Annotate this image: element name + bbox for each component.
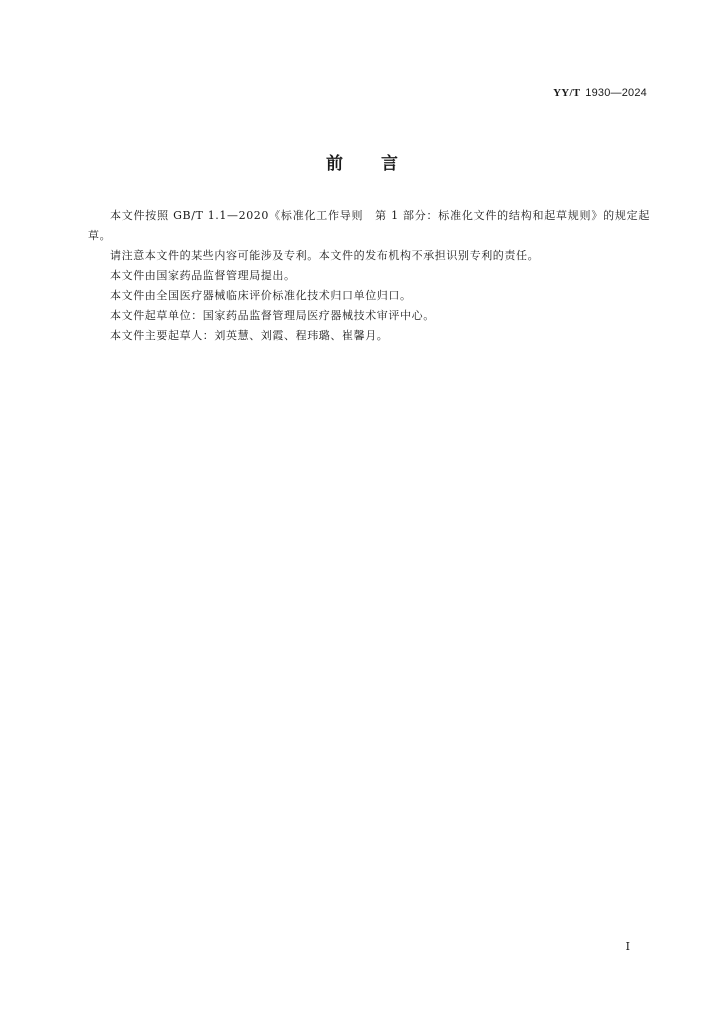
paragraph-centralized-by: 本文件由全国医疗器械临床评价标准化技术归口单位归口。 [110,289,412,302]
paragraph-proposed-by: 本文件由国家药品监督管理局提出。 [110,269,296,282]
page-number: I [625,940,630,953]
standard-prefix: YY/T [553,87,581,99]
paragraph-drafting-organization: 本文件起草单位：国家药品监督管理局医疗器械技术审评中心。 [110,309,435,322]
paragraph-drafters: 本文件主要起草人：刘英慧、刘霞、程玮璐、崔馨月。 [110,329,389,342]
paragraph-drafting-rules: 本文件按照 GB/T 1.1—2020《标准化工作导则 第 1 部分：标准化文件的结构和起草规则》的规定起草。 [88,209,650,242]
foreword-body [88,206,650,346]
standard-number: 1930—2024 [585,87,647,99]
paragraph-patent-notice: 请注意本文件的某些内容可能涉及专利。本文件的发布机构不承担识别专利的责任。 [110,249,540,262]
page-title: 前言 [326,154,436,174]
standard-code [553,86,647,99]
